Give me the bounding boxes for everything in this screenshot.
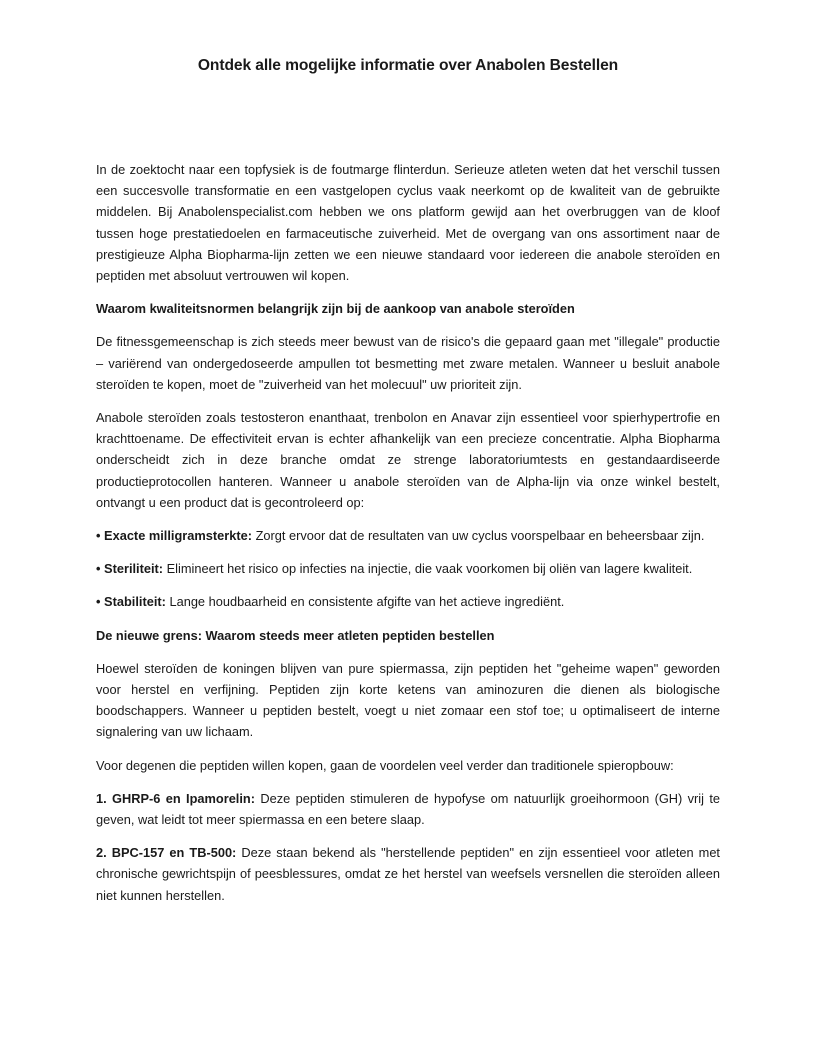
paragraph-peptides-benefits: Voor degenen die peptiden willen kopen, gaan de voordelen veel verder dan traditionele spieropbouw:: [96, 757, 674, 773]
item-term: BPC-157 en TB-500:: [111, 845, 237, 861]
bullet-item-milligram-strength: [96, 525, 720, 546]
item-text: Deze staan bekend als "herstellende peptiden" en zijn essentieel voor atleten met chronische gewrichtspijn of peesblessures, omdat ze het herstel van weefsels versnellen die steroïden alleen niet kunnen herstellen.: [96, 845, 720, 903]
item-term: GHRP-6 en Ipamorelin:: [112, 790, 256, 806]
item-number: 1.: [96, 790, 107, 806]
bullet-term: Exacte milligramsterkte:: [104, 528, 252, 544]
section-heading-quality: Waarom kwaliteitsnormen belangrijk zijn bij de aankoop van anabole steroïden: [96, 301, 575, 317]
section-heading-peptides: De nieuwe grens: Waarom steeds meer atleten peptiden bestellen: [96, 627, 495, 643]
item-number: 2.: [96, 845, 107, 861]
intro-paragraph: In de zoektocht naar een topfysiek is de foutmarge flinterdun. Serieuze atleten weten dat het verschil tussen een succesvolle transformatie en een vastgelopen cyclus vaak neerkomt op de kwaliteit van de gebruikte middelen. Bij Anabolenspecialist.com hebben we ons platform gewijd aan het overbruggen van de kloof tussen hoge prestatiedoelen en farmaceutische zuiverheid. Met de overgang van ons assortiment naar de prestigieuze Alpha Biopharma-lijn zetten we een nieuwe standaard voor iedereen die anabole steroïden en peptiden met absoluut vertrouwen wil kopen.: [96, 162, 720, 284]
bullet-marker: •: [96, 561, 101, 577]
numbered-item-ghrp6-ipamorelin: [96, 788, 720, 830]
numbered-item-bpc157-tb500: [96, 842, 720, 906]
bullet-term: Stabiliteit:: [104, 594, 166, 610]
paragraph-peptides-intro: Hoewel steroïden de koningen blijven van pure spiermassa, zijn peptiden het "geheime wapen" geworden voor herstel en verfijning. Peptiden zijn korte ketens van aminozuren die dienen als biologische boodschappers. Wanneer u peptiden bestelt, voegt u niet zomaar een stof toe; u optimaliseert de interne signalering van uw lichaam.: [96, 660, 720, 740]
bullet-text: Elimineert het risico op infecties na injectie, die vaak voorkomen bij oliën van lagere kwaliteit.: [166, 561, 693, 577]
document-body: [96, 159, 720, 918]
bullet-marker: •: [96, 594, 101, 610]
bullet-item-stability: [96, 591, 720, 612]
paragraph-steroid-effectiveness: Anabole steroïden zoals testosteron enanthaat, trenbolon en Anavar zijn essentieel voor spierhypertrofie en krachttoename. De effectiviteit ervan is echter afhankelijk van een precieze concentratie. Alpha Biopharma onderscheidt zich in deze branche omdat ze strenge laboratoriumtests en gestandaardiseerde productieprotocollen hanteren. Wanneer u anabole steroïden van de Alpha-lijn via onze winkel bestelt, ontvangt u een product dat is gecontroleerd op:: [96, 410, 720, 510]
bullet-term: Steriliteit:: [104, 561, 164, 577]
bullet-marker: •: [96, 528, 101, 544]
item-text: Deze peptiden stimuleren de hypofyse om natuurlijk groeihormoon (GH) vrij te geven, wat leidt tot meer spiermassa en een betere slaap.: [96, 790, 721, 828]
document-title: Ontdek alle mogelijke informatie over Anabolen Bestellen: [197, 57, 619, 74]
bullet-item-sterility: [96, 558, 720, 579]
paragraph-risk-awareness: De fitnessgemeenschap is zich steeds meer bewust van de risico's die gepaard gaan met "illegale" productie – variërend van ondergedoseerde ampullen tot besmetting met zware metalen. Wanneer u besluit anabole steroïden te kopen, moet de "zuiverheid van het molecuul" uw prioriteit zijn.: [96, 334, 720, 392]
bullet-text: Zorgt ervoor dat de resultaten van uw cyclus voorspelbaar en beheersbaar zijn.: [255, 528, 705, 544]
bullet-text: Lange houdbaarheid en consistente afgifte van het actieve ingrediënt.: [169, 594, 565, 610]
